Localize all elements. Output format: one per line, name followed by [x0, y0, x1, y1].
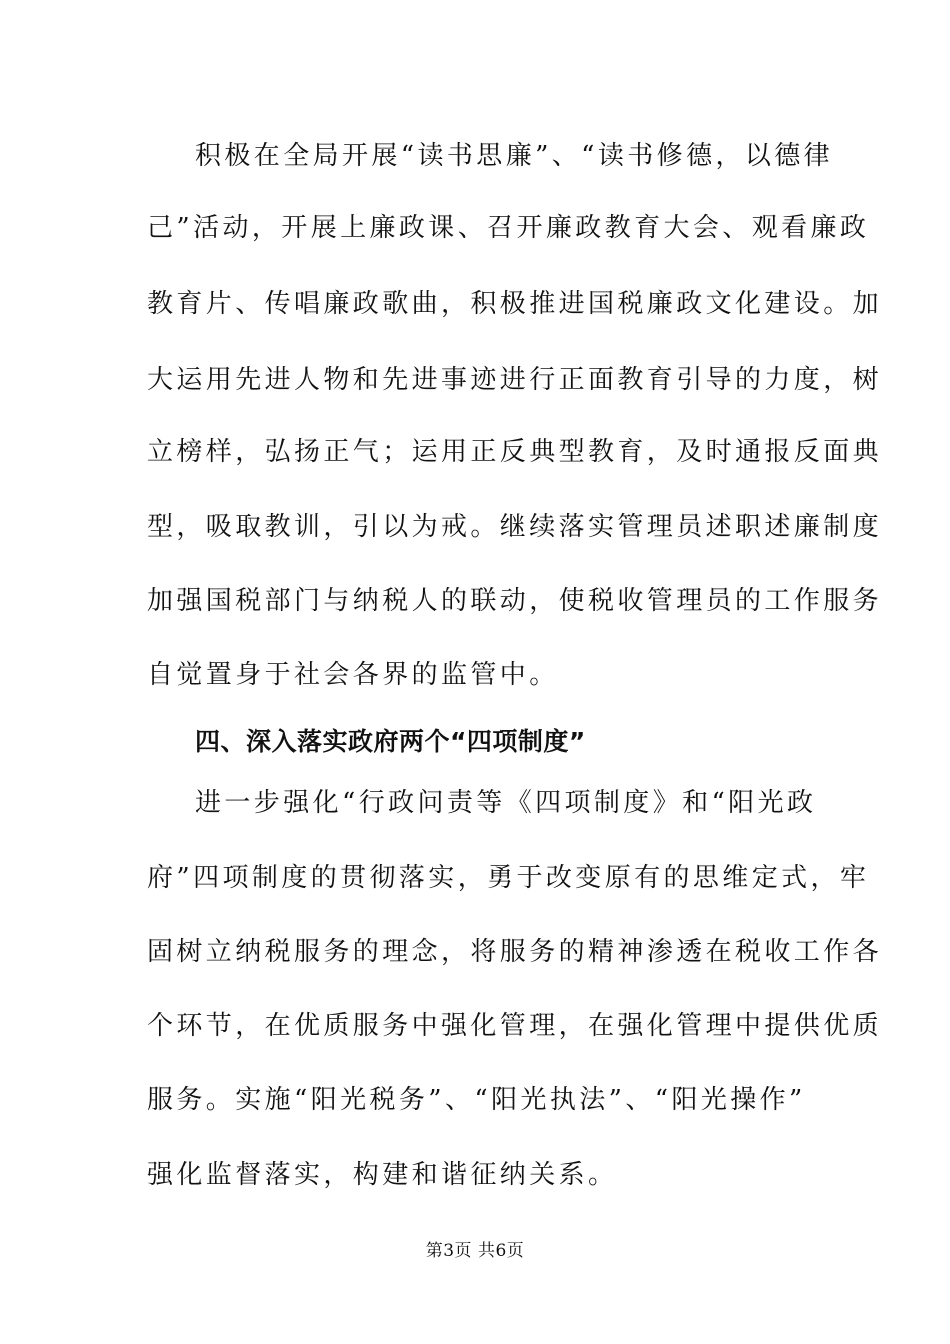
paragraph-line: 服务。实施“阳光税务”、“阳光执法”、“阳光操作”: [147, 1085, 806, 1115]
paragraph-line: 强化监督落实，构建和谐征纳关系。: [147, 1160, 618, 1190]
paragraph-line: 加强国税部门与纳税人的联动，使税收管理员的工作服务: [147, 586, 883, 616]
paragraph-line: 大运用先进人物和先进事迹进行正面教育引导的力度，树: [147, 365, 883, 395]
paragraph-line: 型，吸取教训，引以为戒。继续落实管理员述职述廉制度: [147, 512, 883, 542]
page-number-footer: 第3页 共6页: [425, 1241, 525, 1261]
paragraph-line: 立榜样，弘扬正气；运用正反典型教育，及时通报反面典: [147, 437, 883, 467]
section-heading: 四、深入落实政府两个“四项制度”: [195, 727, 586, 756]
paragraph-line: 进一步强化“行政问责等《四项制度》和“阳光政: [195, 788, 817, 818]
paragraph-line: 自觉置身于社会各界的监管中。: [147, 660, 559, 690]
paragraph-line: 己”活动，开展上廉政课、召开廉政教育大会、观看廉政: [147, 213, 870, 243]
paragraph-line: 府”四项制度的贯彻落实，勇于改变原有的思维定式，牢: [147, 863, 870, 893]
paragraph-line: 积极在全局开展“读书思廉”、“读书修德，以德律: [195, 141, 834, 171]
paragraph-line: 教育片、传唱廉政歌曲，积极推进国税廉政文化建设。加: [147, 289, 883, 319]
paragraph-line: 固树立纳税服务的理念，将服务的精神渗透在税收工作各: [147, 937, 883, 967]
paragraph-line: 个环节，在优质服务中强化管理，在强化管理中提供优质: [147, 1011, 883, 1041]
